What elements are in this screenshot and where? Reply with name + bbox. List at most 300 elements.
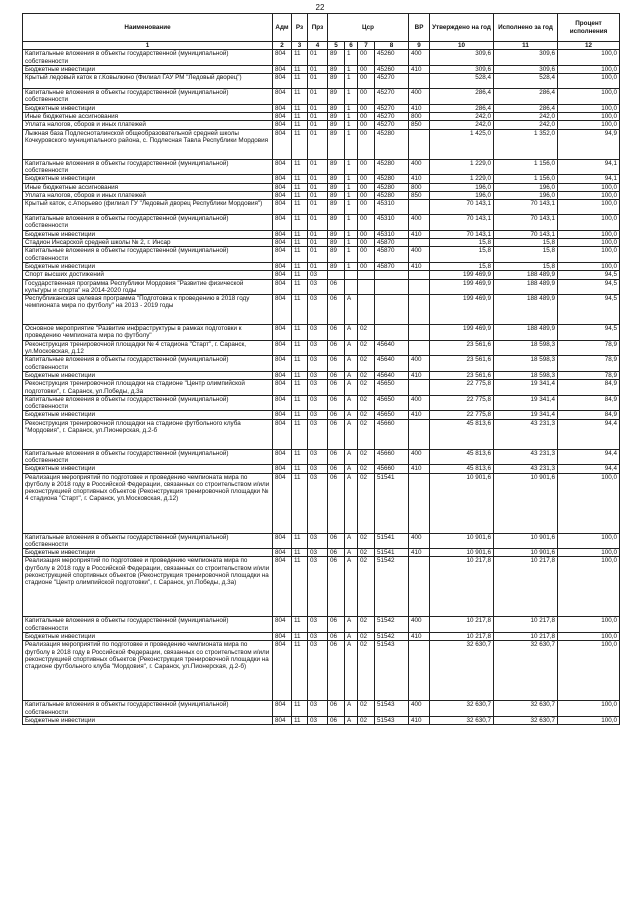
row-approved: 10 217,8: [430, 617, 494, 633]
row-vr: 410: [409, 633, 430, 641]
row-name: Крытый ледовый каток в г.Ковылкино (Филиал ГАУ РМ "Ледовый дворец"): [23, 74, 273, 89]
row-executed: 286,4: [494, 104, 558, 112]
table-row: [23, 617, 620, 633]
row-csr-direction: 45280: [375, 191, 409, 199]
row-vr: [409, 271, 430, 279]
row-vr: 800: [409, 183, 430, 191]
row-csr-program: 06: [328, 295, 345, 325]
row-csr-event: 00: [358, 247, 375, 263]
row-executed: 188 489,9: [494, 325, 558, 341]
row-csr-direction: 45280: [375, 175, 409, 183]
row-approved: 45 813,6: [430, 449, 494, 465]
row-vr: [409, 325, 430, 341]
row-percent: 100,0: [558, 65, 620, 73]
row-csr-program: 89: [328, 247, 345, 263]
row-csr-direction: 45310: [375, 215, 409, 231]
row-csr-event: 02: [358, 533, 375, 549]
row-percent: 100,0: [558, 230, 620, 238]
row-executed: 1 156,0: [494, 175, 558, 183]
table-row: [23, 65, 620, 73]
row-name: Стадион Инсарской средней школы № 2, г. Инсар: [23, 239, 273, 247]
column-number: 1: [23, 42, 273, 50]
row-vr: [409, 641, 430, 701]
row-rz: 11: [292, 533, 308, 549]
row-name: Основное мероприятие "Развитие инфраструктуры в рамках подготовки к проведению чемпионата мира по футболу": [23, 325, 273, 341]
header-csr: Цср: [328, 14, 409, 42]
row-name: Реализация мероприятий по подготовке и проведению чемпионата мира по футболу в 2018 году в Российской Федерации, связанных со строительством и/или реконструкцией спортивных объектов (Реконструкция тренировочной площадки на стадионе "Центр олимпийской подготовки", г. Саранск, ул.Победы, д.3а): [23, 557, 273, 617]
column-number: 4: [308, 42, 328, 50]
row-csr-subprogram: 1: [345, 104, 358, 112]
row-approved: 10 217,8: [430, 557, 494, 617]
row-percent: 94,5: [558, 295, 620, 325]
row-csr-event: 02: [358, 340, 375, 356]
row-csr-subprogram: А: [345, 419, 358, 449]
budget-table: [22, 13, 620, 725]
row-csr-event: 02: [358, 617, 375, 633]
row-approved: 528,4: [430, 74, 494, 89]
row-adm: 804: [273, 247, 292, 263]
row-executed: 286,4: [494, 89, 558, 105]
row-csr-subprogram: А: [345, 465, 358, 473]
row-name: Капитальные вложения в объекты государственной (муниципальной) собственности: [23, 617, 273, 633]
row-prz: 01: [308, 239, 328, 247]
row-executed: 196,0: [494, 183, 558, 191]
row-csr-event: 00: [358, 191, 375, 199]
row-vr: 410: [409, 262, 430, 270]
row-approved: 242,0: [430, 121, 494, 129]
row-percent: 100,0: [558, 617, 620, 633]
row-rz: 11: [292, 473, 308, 533]
row-prz: 03: [308, 419, 328, 449]
row-csr-program: 89: [328, 262, 345, 270]
row-vr: 410: [409, 230, 430, 238]
row-percent: 78,9: [558, 371, 620, 379]
row-prz: 03: [308, 380, 328, 396]
row-vr: 400: [409, 701, 430, 717]
header-adm: Адм: [273, 14, 292, 42]
header-executed: Исполнено за год: [494, 14, 558, 42]
row-approved: 22 775,8: [430, 395, 494, 411]
row-adm: 804: [273, 533, 292, 549]
row-name: Бюджетные инвестиции: [23, 633, 273, 641]
header-name: Наименование: [23, 14, 273, 42]
table-row: [23, 74, 620, 89]
column-number: 8: [375, 42, 409, 50]
row-csr-program: 06: [328, 325, 345, 341]
row-vr: [409, 129, 430, 159]
row-approved: 45 813,6: [430, 419, 494, 449]
row-percent: 100,0: [558, 89, 620, 105]
row-percent: 94,5: [558, 271, 620, 279]
row-csr-event: 00: [358, 239, 375, 247]
row-approved: 10 901,6: [430, 473, 494, 533]
row-csr-direction: 45280: [375, 183, 409, 191]
row-percent: 100,0: [558, 641, 620, 701]
row-approved: 196,0: [430, 183, 494, 191]
row-csr-direction: 45280: [375, 159, 409, 175]
row-vr: 400: [409, 50, 430, 66]
row-name: Государственная программа Республики Мордовия "Развитие физической культуры и спорта" на 2014-2020 годы: [23, 279, 273, 295]
row-percent: 100,0: [558, 215, 620, 231]
row-csr-subprogram: 1: [345, 247, 358, 263]
table-row: [23, 50, 620, 66]
row-adm: 804: [273, 633, 292, 641]
row-prz: 03: [308, 371, 328, 379]
row-vr: [409, 380, 430, 396]
row-prz: 03: [308, 449, 328, 465]
row-vr: 400: [409, 449, 430, 465]
row-csr-event: 02: [358, 633, 375, 641]
row-csr-event: 02: [358, 356, 375, 372]
row-csr-direction: [375, 325, 409, 341]
row-vr: [409, 279, 430, 295]
row-percent: 84,9: [558, 380, 620, 396]
row-name: Капитальные вложения в объекты государственной (муниципальной) собственности: [23, 89, 273, 105]
row-approved: 1 229,0: [430, 159, 494, 175]
table-row: [23, 247, 620, 263]
row-prz: 03: [308, 279, 328, 295]
table-row: [23, 183, 620, 191]
row-prz: 01: [308, 121, 328, 129]
row-csr-event: 00: [358, 121, 375, 129]
row-csr-program: 06: [328, 279, 345, 295]
row-adm: 804: [273, 295, 292, 325]
row-prz: 03: [308, 271, 328, 279]
row-percent: 100,0: [558, 247, 620, 263]
row-csr-subprogram: 1: [345, 230, 358, 238]
row-csr-subprogram: 1: [345, 121, 358, 129]
row-rz: 11: [292, 65, 308, 73]
row-name: Уплата налогов, сборов и иных платежей: [23, 121, 273, 129]
row-csr-direction: 45870: [375, 247, 409, 263]
row-executed: 10 217,8: [494, 633, 558, 641]
row-csr-program: 89: [328, 230, 345, 238]
row-executed: 1 156,0: [494, 159, 558, 175]
row-csr-event: 02: [358, 380, 375, 396]
row-prz: 01: [308, 191, 328, 199]
table-row: [23, 325, 620, 341]
row-name: Бюджетные инвестиции: [23, 716, 273, 724]
row-csr-program: 06: [328, 395, 345, 411]
row-adm: 804: [273, 159, 292, 175]
row-vr: [409, 74, 430, 89]
row-name: Иные бюджетные ассигнования: [23, 183, 273, 191]
column-number: 5: [328, 42, 345, 50]
row-csr-direction: 51543: [375, 716, 409, 724]
row-prz: 03: [308, 356, 328, 372]
row-prz: 03: [308, 473, 328, 533]
row-executed: 528,4: [494, 74, 558, 89]
row-csr-program: 06: [328, 380, 345, 396]
row-csr-subprogram: 1: [345, 215, 358, 231]
row-executed: 309,6: [494, 50, 558, 66]
row-name: Лыжная база Подлесноталинской общеобразовательной средней школы Кочкуровского муниципального района, с. Подлесная Тавла Республики Мордовия: [23, 129, 273, 159]
row-vr: [409, 340, 430, 356]
row-csr-subprogram: 1: [345, 89, 358, 105]
row-prz: 03: [308, 465, 328, 473]
row-rz: 11: [292, 395, 308, 411]
row-name: Уплата налогов, сборов и иных платежей: [23, 191, 273, 199]
row-executed: 10 217,8: [494, 617, 558, 633]
row-rz: 11: [292, 159, 308, 175]
row-executed: 70 143,1: [494, 230, 558, 238]
row-percent: 100,0: [558, 633, 620, 641]
row-prz: 01: [308, 129, 328, 159]
row-csr-subprogram: А: [345, 325, 358, 341]
row-adm: 804: [273, 129, 292, 159]
row-vr: 800: [409, 113, 430, 121]
row-rz: 11: [292, 129, 308, 159]
row-csr-subprogram: 1: [345, 183, 358, 191]
row-percent: 84,9: [558, 411, 620, 419]
row-csr-program: 06: [328, 701, 345, 717]
header-vr: ВР: [409, 14, 430, 42]
row-csr-event: 02: [358, 371, 375, 379]
row-csr-direction: 45270: [375, 89, 409, 105]
row-csr-program: 89: [328, 65, 345, 73]
table-row: [23, 200, 620, 215]
table-row: [23, 113, 620, 121]
row-csr-direction: 51543: [375, 641, 409, 701]
row-csr-program: 06: [328, 473, 345, 533]
row-csr-event: 00: [358, 104, 375, 112]
row-csr-direction: [375, 295, 409, 325]
row-rz: 11: [292, 262, 308, 270]
row-rz: 11: [292, 356, 308, 372]
row-adm: 804: [273, 230, 292, 238]
table-row: [23, 89, 620, 105]
row-name: Республиканская целевая программа "Подготовка к проведению в 2018 году чемпионата мира по футболу" на 2013 - 2019 годы: [23, 295, 273, 325]
row-rz: 11: [292, 380, 308, 396]
table-row: [23, 419, 620, 449]
row-adm: 804: [273, 549, 292, 557]
table-row: [23, 633, 620, 641]
row-rz: 11: [292, 113, 308, 121]
row-csr-program: 89: [328, 50, 345, 66]
table-row: [23, 262, 620, 270]
row-percent: 94,5: [558, 325, 620, 341]
row-percent: 94,9: [558, 129, 620, 159]
column-number: 11: [494, 42, 558, 50]
row-approved: 45 813,6: [430, 465, 494, 473]
row-vr: 410: [409, 411, 430, 419]
row-prz: 01: [308, 215, 328, 231]
row-csr-program: 89: [328, 104, 345, 112]
row-csr-direction: 45870: [375, 239, 409, 247]
row-csr-direction: 51542: [375, 617, 409, 633]
row-executed: 10 901,6: [494, 549, 558, 557]
row-prz: 01: [308, 104, 328, 112]
table-row: [23, 557, 620, 617]
row-vr: 400: [409, 617, 430, 633]
table-row: [23, 295, 620, 325]
table-row: [23, 215, 620, 231]
row-csr-program: 89: [328, 200, 345, 215]
row-csr-direction: 51541: [375, 533, 409, 549]
row-percent: 100,0: [558, 113, 620, 121]
row-vr: 410: [409, 65, 430, 73]
row-rz: 11: [292, 465, 308, 473]
row-executed: 10 901,6: [494, 473, 558, 533]
row-executed: 19 341,4: [494, 411, 558, 419]
row-csr-subprogram: [345, 271, 358, 279]
row-prz: 03: [308, 716, 328, 724]
row-prz: 01: [308, 74, 328, 89]
header-prz: Прз: [308, 14, 328, 42]
row-executed: 188 489,9: [494, 271, 558, 279]
row-adm: 804: [273, 465, 292, 473]
row-percent: 100,0: [558, 262, 620, 270]
row-name: Иные бюджетные ассигнования: [23, 113, 273, 121]
row-adm: 804: [273, 380, 292, 396]
row-csr-event: 02: [358, 549, 375, 557]
row-rz: 11: [292, 271, 308, 279]
row-csr-direction: 45260: [375, 65, 409, 73]
row-csr-program: 06: [328, 617, 345, 633]
row-csr-direction: 45270: [375, 121, 409, 129]
row-name: Бюджетные инвестиции: [23, 175, 273, 183]
row-approved: 23 561,6: [430, 356, 494, 372]
row-adm: 804: [273, 104, 292, 112]
row-name: Капитальные вложения в объекты государственной (муниципальной) собственности: [23, 449, 273, 465]
table-row: [23, 411, 620, 419]
row-prz: 03: [308, 557, 328, 617]
row-vr: 410: [409, 371, 430, 379]
header-approved: Утверждено на год: [430, 14, 494, 42]
row-approved: 15,8: [430, 239, 494, 247]
column-number: 12: [558, 42, 620, 50]
row-csr-program: 06: [328, 371, 345, 379]
row-name: Бюджетные инвестиции: [23, 262, 273, 270]
row-executed: 242,0: [494, 121, 558, 129]
row-executed: 18 598,3: [494, 371, 558, 379]
row-executed: 43 231,3: [494, 419, 558, 449]
row-csr-direction: 45310: [375, 230, 409, 238]
row-csr-program: 06: [328, 633, 345, 641]
header-percent: Процент исполнения: [558, 14, 620, 42]
row-approved: 309,6: [430, 65, 494, 73]
row-vr: [409, 239, 430, 247]
row-name: Бюджетные инвестиции: [23, 65, 273, 73]
row-csr-subprogram: А: [345, 617, 358, 633]
table-row: [23, 716, 620, 724]
row-csr-direction: 45660: [375, 419, 409, 449]
table-row: [23, 533, 620, 549]
row-csr-subprogram: А: [345, 641, 358, 701]
row-csr-event: 00: [358, 200, 375, 215]
row-rz: 11: [292, 411, 308, 419]
row-csr-program: 06: [328, 340, 345, 356]
row-adm: 804: [273, 65, 292, 73]
row-vr: 400: [409, 247, 430, 263]
row-rz: 11: [292, 239, 308, 247]
row-csr-event: 02: [358, 449, 375, 465]
table-row: [23, 121, 620, 129]
row-percent: 94,4: [558, 419, 620, 449]
row-adm: 804: [273, 191, 292, 199]
row-csr-direction: 45640: [375, 371, 409, 379]
row-percent: 78,9: [558, 356, 620, 372]
row-executed: 43 231,3: [494, 449, 558, 465]
row-executed: 242,0: [494, 113, 558, 121]
table-row: [23, 701, 620, 717]
row-percent: 100,0: [558, 121, 620, 129]
row-approved: 199 469,9: [430, 295, 494, 325]
row-adm: 804: [273, 340, 292, 356]
row-csr-program: 06: [328, 419, 345, 449]
row-executed: 15,8: [494, 247, 558, 263]
row-csr-direction: 45650: [375, 411, 409, 419]
row-csr-program: 06: [328, 641, 345, 701]
row-prz: 01: [308, 230, 328, 238]
row-adm: 804: [273, 121, 292, 129]
row-vr: [409, 419, 430, 449]
row-adm: 804: [273, 279, 292, 295]
row-csr-subprogram: 1: [345, 129, 358, 159]
row-csr-program: 89: [328, 215, 345, 231]
row-executed: 188 489,9: [494, 279, 558, 295]
row-csr-event: 02: [358, 325, 375, 341]
row-approved: 199 469,9: [430, 325, 494, 341]
row-csr-program: 06: [328, 533, 345, 549]
row-rz: 11: [292, 50, 308, 66]
row-vr: 400: [409, 89, 430, 105]
row-csr-direction: 45660: [375, 449, 409, 465]
row-approved: 286,4: [430, 89, 494, 105]
row-adm: 804: [273, 74, 292, 89]
row-csr-subprogram: 1: [345, 65, 358, 73]
row-csr-event: 02: [358, 701, 375, 717]
row-csr-subprogram: А: [345, 371, 358, 379]
row-name: Бюджетные инвестиции: [23, 104, 273, 112]
row-name: Бюджетные инвестиции: [23, 371, 273, 379]
row-csr-direction: 45650: [375, 380, 409, 396]
row-rz: 11: [292, 340, 308, 356]
row-approved: 1 425,0: [430, 129, 494, 159]
row-rz: 11: [292, 230, 308, 238]
row-csr-program: 06: [328, 716, 345, 724]
row-vr: 410: [409, 175, 430, 183]
row-rz: 11: [292, 371, 308, 379]
row-vr: 400: [409, 533, 430, 549]
row-approved: 10 901,6: [430, 549, 494, 557]
row-prz: 03: [308, 411, 328, 419]
row-prz: 03: [308, 549, 328, 557]
row-csr-subprogram: А: [345, 395, 358, 411]
row-percent: 94,1: [558, 159, 620, 175]
row-csr-direction: 51542: [375, 633, 409, 641]
row-executed: 43 231,3: [494, 465, 558, 473]
row-csr-program: 89: [328, 74, 345, 89]
row-csr-program: 89: [328, 89, 345, 105]
row-percent: 100,0: [558, 74, 620, 89]
row-prz: 03: [308, 533, 328, 549]
row-csr-program: 06: [328, 449, 345, 465]
row-csr-subprogram: 1: [345, 191, 358, 199]
row-csr-subprogram: А: [345, 533, 358, 549]
column-number: 9: [409, 42, 430, 50]
row-csr-direction: 45280: [375, 129, 409, 159]
row-csr-direction: 45260: [375, 50, 409, 66]
row-rz: 11: [292, 121, 308, 129]
table-row: [23, 449, 620, 465]
row-csr-direction: 45640: [375, 340, 409, 356]
row-rz: 11: [292, 633, 308, 641]
row-approved: 15,8: [430, 262, 494, 270]
row-csr-subprogram: А: [345, 295, 358, 325]
row-csr-program: [328, 271, 345, 279]
row-csr-subprogram: А: [345, 473, 358, 533]
